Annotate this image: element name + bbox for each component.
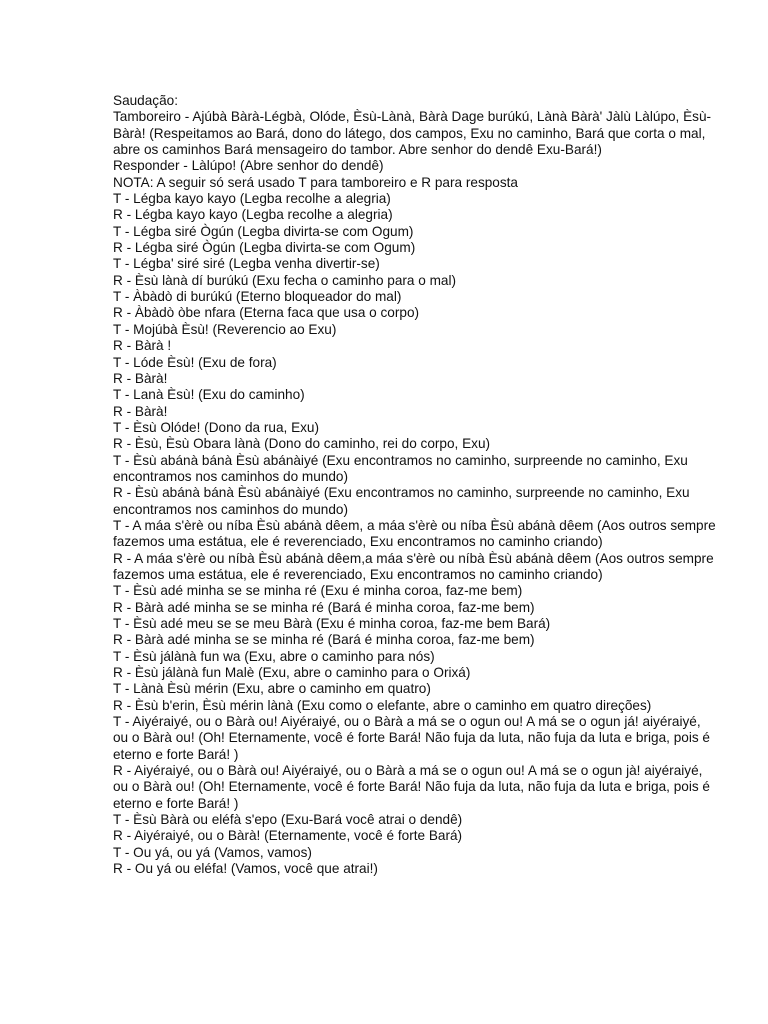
text-line: Responder - Làlúpo! (Abre senhor do dendê) [113,158,384,174]
text-line: T - Mojúbà Èsù! (Reverencio ao Exu) [113,321,337,337]
text-line: R - Èsù jálànà fun Malè (Exu, abre o caminho para o Orixá) [113,665,471,681]
text-line: R - Èsù b'erin, Èsù mérin lànà (Exu como o elefante, abre o caminho em quatro direções) [113,697,652,713]
text-line: T - Ou yá, ou yá (Vamos, vamos) [113,844,312,860]
text-line: T - Èsù Bàrà ou eléfà s'epo (Exu-Bará você atrai o dendê) [113,812,463,828]
text-line: T - Èsù abánà bánà Èsù abánàiyé (Exu encontramos no caminho, surpreende no caminho, Exu encontramos nos caminhos do mundo) [113,452,688,484]
text-line: T - Èsù jálànà fun wa (Exu, abre o caminho para nós) [113,648,435,664]
text-line: T - Lóde Èsù! (Exu de fora) [113,354,277,370]
text-line: R - Bàrà adé minha se se minha ré (Bará é minha coroa, faz-me bem) [113,599,535,615]
text-line: T - Légba kayo kayo (Legba recolhe a alegria) [113,191,391,207]
text-line: T - Lànà Èsù mérin (Exu, abre o caminho em quatro) [113,681,431,697]
text-line: R - A máa s'èrè ou níbà Èsù abánà dêem,a máa s'èrè ou níbà Èsù abánà dêem (Aos outros sempre fazemos uma estátua, ele é reverenciado, Exu encontramos no caminho criando) [113,550,714,582]
text-line: R - Légba siré Ògún (Legba divirta-se com Ogum) [113,240,416,256]
text-line: R - Bàrà ! [113,338,172,354]
text-line: R - Àbàdò òbe nfara (Eterna faca que usa o corpo) [113,305,420,321]
heading-saudacao: Saudação: [113,93,179,108]
text-line: T - Èsù adé minha se se minha ré (Exu é minha coroa, faz-me bem) [113,583,523,599]
text-line: T - Légba' siré siré (Legba venha divertir-se) [113,256,380,272]
text-line: R - Èsù, Èsù Obara lànà (Dono do caminho, rei do corpo, Exu) [113,436,491,452]
text-line: T - Èsù Olóde! (Dono da rua, Exu) [113,419,320,435]
text-line: T - Légba siré Ògún (Legba divirta-se com Ogum) [113,223,414,239]
text-line: R - Èsù lànà dí burúkú (Exu fecha o caminho para o mal) [113,272,457,288]
text-line: R - Bàrà adé minha se se minha ré (Bará é minha coroa, faz-me bem) [113,632,535,648]
text-line: T - Àbàdò di burúkú (Eterno bloqueador do mal) [113,289,402,305]
text-line: T - Lanà Èsù! (Exu do caminho) [113,387,305,403]
text-line: R - Bàrà! [113,403,168,419]
text-line: R - Aiyéraiyé, ou o Bàrà! (Eternamente, você é forte Bará) [113,828,463,844]
text-line: R - Ou yá ou eléfa! (Vamos, você que atrai!) [113,861,378,877]
note-line: NOTA: A seguir só será usado T para tamboreiro e R para resposta [113,174,518,190]
text-line: R - Légba kayo kayo (Legba recolhe a alegria) [113,207,393,223]
text-line: T - Aiyéraiyé, ou o Bàrà ou! Aiyéraiyé, ou o Bàrà a má se o ogun ou! A má se o ogun já! aiyéraiyé, ou o Bàrà ou! (Oh! Eternamente, você é forte Bará! Não fuja da luta, não fuja da luta e briga, pois é eterno e forte Bará! ) [113,714,710,762]
text-line: T - A máa s'èrè ou níba Èsù abánà dêem, a máa s'èrè ou níba Èsù abánà dêem (Aos outros sempre fazemos uma estátua, ele é reverenciado, Exu encontramos no caminho criando) [113,517,716,550]
document-text [113,93,718,878]
text-line: R - Aiyéraiyé, ou o Bàrà ou! Aiyéraiyé, ou o Bàrà a má se o ogun ou! A má se o ogun jà! aiyéraiyé, ou o Bàrà ou! (Oh! Eternamente, você é forte Bará! Não fuja da luta, não fuja da luta e briga, pois é eterno e forte Bará! ) [113,763,710,811]
text-line: Tamboreiro - Ajúbà Bàrà-Légbà, Olóde, Èsù-Lànà, Bàrà Dage burúkú, Lànà Bàrà' Jàlù Làlúpo, Èsù-Bàrà! (Respeitamos ao Bará, dono do látego, dos campos, Exu no caminho, Bará que corta o mal, abre os caminhos Bará mensageiro do tambor. Abre senhor do dendê Exu-Bará!) [113,109,712,158]
text-line: R - Bàrà! [113,370,168,386]
text-line: R - Èsù abánà bánà Èsù abánàiyé (Exu encontramos no caminho, surpreende no caminho, Exu encontramos nos caminhos do mundo) [113,485,690,517]
text-line: T - Èsù adé meu se se meu Bàrà (Exu é minha coroa, faz-me bem Bará) [113,616,551,631]
